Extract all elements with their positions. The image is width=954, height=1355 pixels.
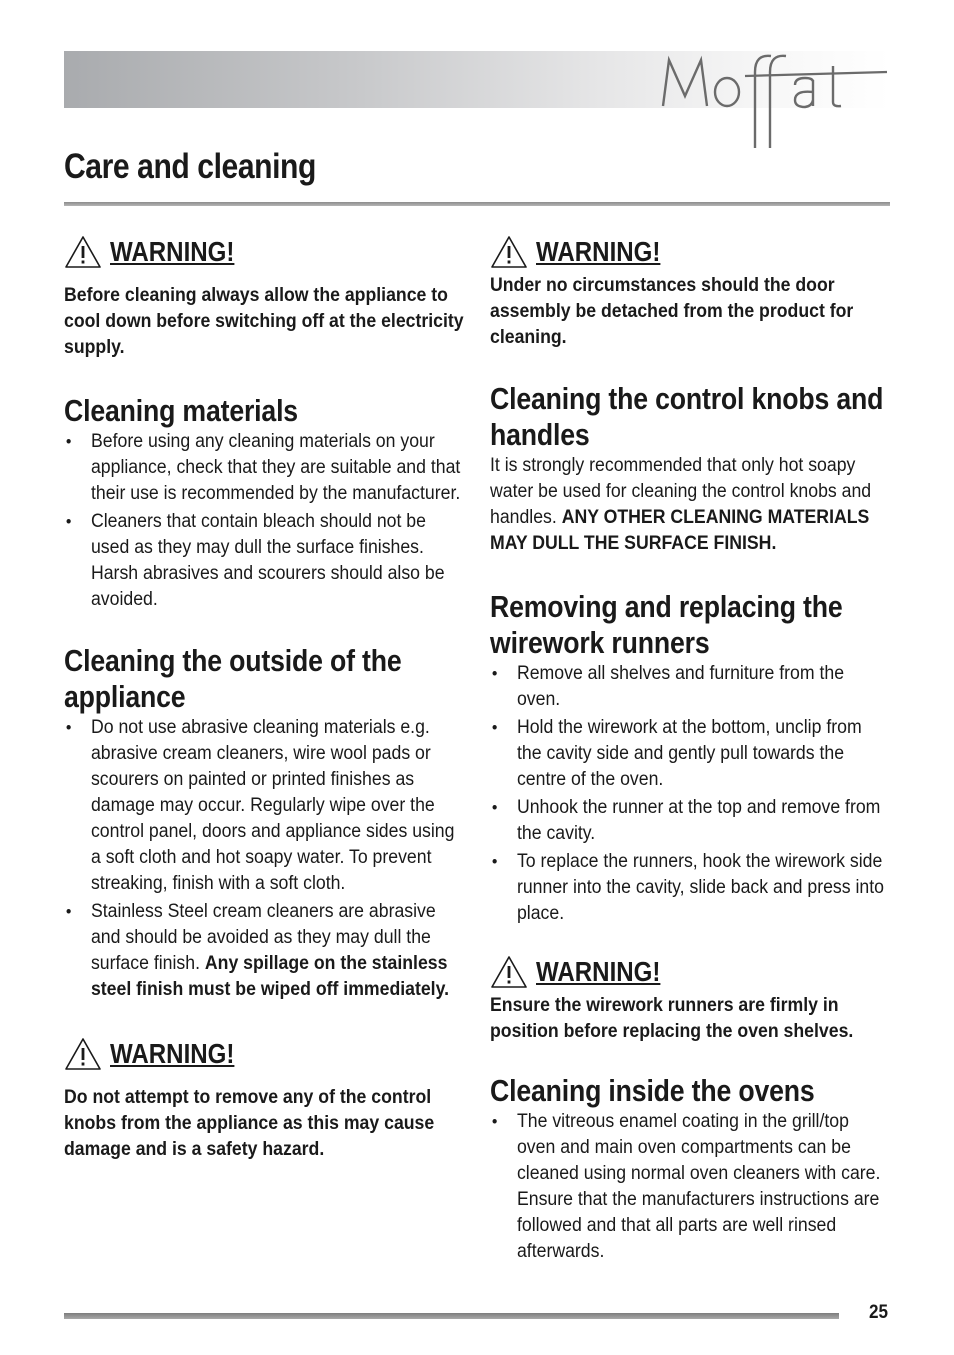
warning-header [490,953,890,991]
right-column [490,233,890,1267]
section-heading-wirework-runners: Removing and replacing the wirework runners [490,589,843,660]
warning-text: Do not attempt to remove any of the control knobs from the appliance as this may cause damage and is a safety hazard. [64,1087,435,1160]
inside-ovens-list [490,1109,890,1265]
paragraph-text: It is strongly recommended that only hot soapy water be used for cleaning the control knobs and handles. [490,455,872,528]
list-item: • Cleaners that contain bleach should not be used as they may dull the surface finishes. Harsh abrasives and scourers should also be avoided. [65,511,445,610]
section-heading-cleaning-outside: Cleaning the outside of the appliance [64,643,402,714]
list-item-text: The vitreous enamel coating in the grill/top oven and main oven compartments can be cleaned using normal oven cleaners with care. Ensure that the manufacturers instructions are followed and that all parts are well rinsed afterwards. [516,1111,881,1262]
list-item-text: Remove all shelves and furniture from the oven. [516,663,845,710]
list-item-text: To replace the runners, hook the wirework side runner into the cavity, slide back and press into place. [516,851,884,924]
section-heading-inside-ovens: Cleaning inside the ovens [490,1073,815,1108]
title-divider [64,202,890,206]
control-knobs-text [490,453,890,557]
section-heading-cleaning-materials: Cleaning materials [64,393,298,428]
warning-title: WARNING! [110,236,235,267]
footer-divider [64,1313,839,1319]
warning-triangle-icon [490,235,528,269]
list-item: • To replace the runners, hook the wirework side runner into the cavity, slide back and press into place. [491,851,884,924]
warning-text: Under no circumstances should the door assembly be detached from the product for cleaning. [490,275,854,348]
warning-title: WARNING! [536,956,661,987]
list-item-text: Do not use abrasive cleaning materials e.g. abrasive cream cleaners, wire wool pads or scourers on painted or printed finishes as damage may occur. Regularly wipe over the control panel, doors and appliance sides using a soft cloth and hot soapy water. To prevent streaking, finish with a soft cloth. [90,717,455,894]
cleaning-outside-list [64,715,464,1003]
page-number: 25 [869,1302,889,1323]
warning-header [490,233,890,271]
cleaning-materials-list [64,429,464,613]
warning-text: Before cleaning always allow the appliance to cool down before switching off at the electricity supply. [64,285,464,358]
list-item: • Do not use abrasive cleaning materials e.g. abrasive cream cleaners, wire wool pads or scourers on painted or printed finishes as damage may occur. Regularly wipe over the control panel, doors and appliance sides using a soft cloth and hot soapy water. To prevent streaking, finish with a soft cloth. [65,717,455,894]
page-title: Care and cleaning [64,147,316,186]
brand-logo [655,44,895,154]
list-item: • Before using any cleaning materials on your appliance, check that they are suitable and that their use is recommended by the manufacturer. [65,431,461,504]
warning-header [64,233,464,271]
list-item-text: Hold the wirework at the bottom, unclip from the cavity side and gently pull towards the centre of the oven. [516,717,862,790]
warning-triangle-icon [64,235,102,269]
paragraph-emphasis: ANY OTHER CLEANING MATERIALS MAY DULL THE SURFACE FINISH. [490,507,870,554]
list-item-text: Unhook the runner at the top and remove from the cavity. [516,797,881,844]
list-item: • Remove all shelves and furniture from the oven. [491,663,845,710]
warning-title: WARNING! [110,1038,235,1069]
list-item-text: Stainless Steel cream cleaners are abrasive and should be avoided as they may dull the surface finish. [90,901,436,974]
warning-triangle-icon [64,1037,102,1071]
left-column [64,233,464,1163]
list-item-text: Before using any cleaning materials on your appliance, check that they are suitable and that their use is recommended by the manufacturer. [90,431,461,504]
list-item-emphasis: Any spillage on the stainless steel finish must be wiped off immediately. [90,953,450,1000]
list-item-text: Cleaners that contain bleach should not be used as they may dull the surface finishes. Harsh abrasives and scourers should also be avoided. [90,511,445,610]
warning-title: WARNING! [536,236,661,267]
warning-triangle-icon [490,955,528,989]
section-heading-control-knobs: Cleaning the control knobs and handles [490,381,884,452]
wirework-list [490,661,890,927]
warning-header [64,1035,464,1073]
list-item: • The vitreous enamel coating in the grill/top oven and main oven compartments can be cleaned using normal oven cleaners with care. Ensure that the manufacturers instructions are followed and that all parts are well rinsed afterwards. [491,1111,881,1262]
list-item: • Stainless Steel cream cleaners are abrasive and should be avoided as they may dull the surface finish. Any spillage on the stainless steel finish must be wiped off immediately. [65,901,450,1000]
list-item: • Hold the wirework at the bottom, unclip from the cavity side and gently pull towards the centre of the oven. [491,717,862,790]
list-item: • Unhook the runner at the top and remove from the cavity. [491,797,881,844]
warning-text: Ensure the wirework runners are firmly in position before replacing the oven shelves. [490,995,854,1042]
